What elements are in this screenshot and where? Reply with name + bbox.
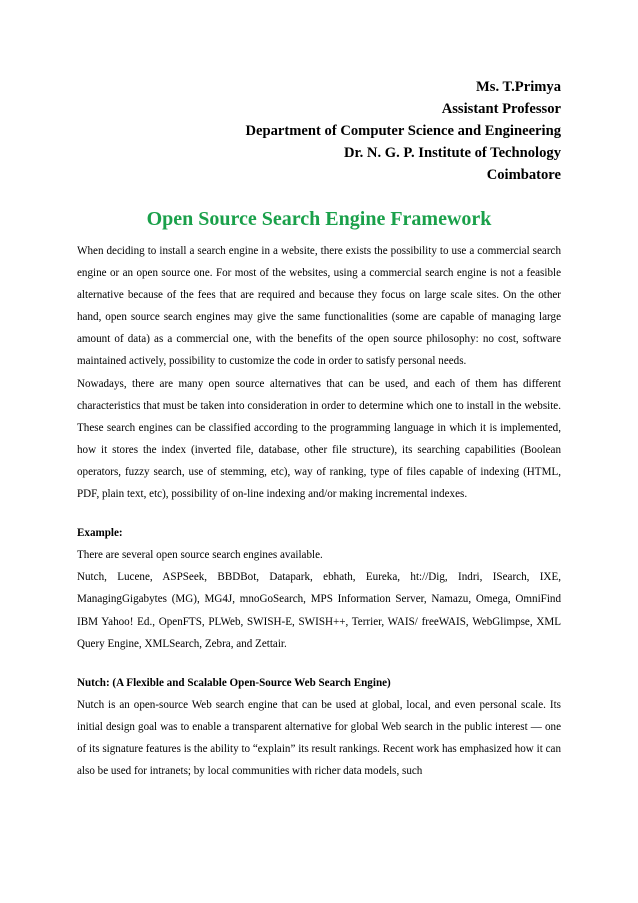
section-gap xyxy=(77,505,561,522)
author-department: Department of Computer Science and Engineering xyxy=(245,123,561,139)
example-intro: There are several open source search engines available. xyxy=(77,549,323,562)
author-name: Ms. T.Primya xyxy=(476,79,561,95)
nutch-heading: Nutch: (A Flexible and Scalable Open-Source Web Search Engine) xyxy=(77,676,391,689)
author-position: Assistant Professor xyxy=(441,101,561,117)
author-city: Coimbatore xyxy=(486,167,561,183)
intro-paragraph: When deciding to install a search engine in a website, there exists the possibility to use a commercial search engine or an open source one. For most of the websites, using a commercial search engine is not a feasible alternative because of the fees that are required and because they focus on large scale sites. On the other hand, open source search engines may give the same functionalities (some are capable of managing large amount of data) as a commercial one, with the benefits of the open source philosophy: no cost, software maintained actively, possibility to customize the code in order to satisfy personal needs. xyxy=(77,245,561,368)
alternatives-paragraph: Nowadays, there are many open source alternatives that can be used, and each of them has different characteristics that must be taken into consideration in order to determine which one to install in the website. These search engines can be classified according to the programming language in which it is implemented, how it stores the index (inverted file, database, other file structure), its searching capabilities (Boolean operators, fuzzy search, use of stemming, etc), way of ranking, type of files capable of indexing (HTML, PDF, plain text, etc), possibility of on-line indexing and/or making incremental indexes. xyxy=(77,377,561,501)
document-body xyxy=(77,240,561,782)
nutch-paragraph: Nutch is an open-source Web search engine that can be used at global, local, and even personal scale. Its initial design goal was to enable a transparent alternative for global Web search in the public interest — one of its signature features is the ability to “explain” its result rankings. Recent work has emphasized how it can also be used for intranets; by local communities with richer data models, such xyxy=(77,698,561,778)
example-heading: Example: xyxy=(77,527,123,540)
example-list: Nutch, Lucene, ASPSeek, BBDBot, Datapark, ebhath, Eureka, ht://Dig, Indri, ISearch, IXE, ManagingGigabytes (MG), MG4J, mnoGoSearch, MPS Information Server, Namazu, Omega, OmniFind IBM Yahoo! Ed., OpenFTS, PLWeb, SWISH-E, SWISH++, Terrier, WAIS/ freeWAIS, WebGlimpse, XML Query Engine, XMLSearch, Zebra, and Zettair. xyxy=(77,571,561,650)
section-gap xyxy=(77,655,561,672)
author-block xyxy=(246,76,562,186)
author-institute: Dr. N. G. P. Institute of Technology xyxy=(343,145,561,161)
document-title: Open Source Search Engine Framework xyxy=(146,208,492,230)
